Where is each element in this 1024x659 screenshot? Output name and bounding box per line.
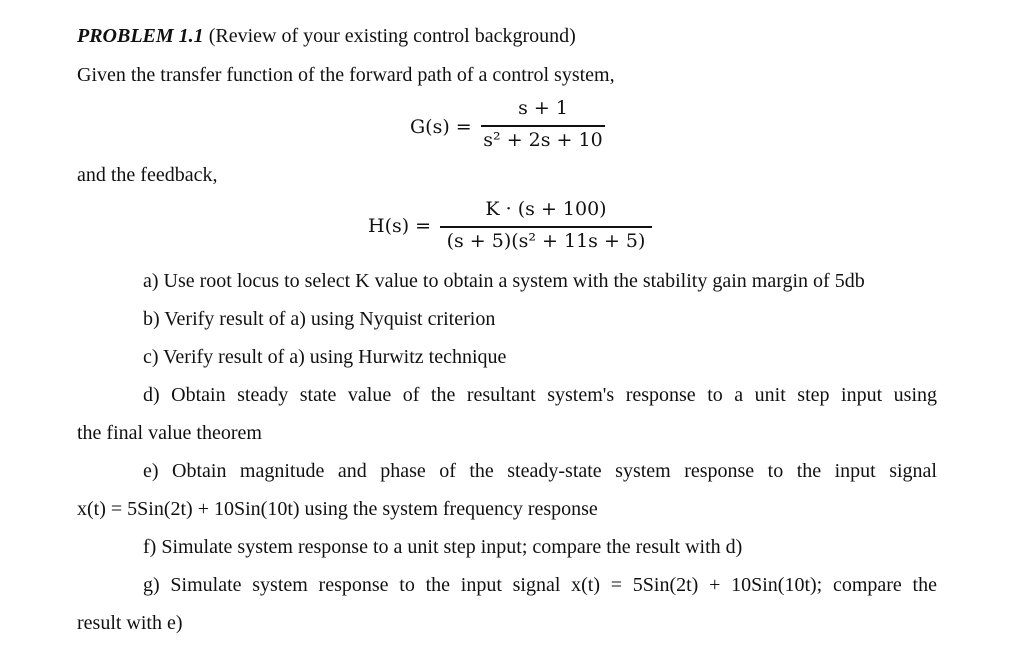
item-d-line1: d) Obtain steady state value of the resultant system's response to a unit step input using [143,384,937,406]
item-c: c) Verify result of a) using Hurwitz technique [143,346,507,368]
item-g-line2: result with e) [77,612,183,634]
h-fraction-bar [440,226,652,228]
g-numerator: s + 1 [518,97,568,119]
item-d-line2: the final value theorem [77,422,262,444]
item-e-line2: x(t) = 5Sin(2t) + 10Sin(10t) using the system frequency response [77,498,598,520]
item-f: f) Simulate system response to a unit step input; compare the result with d) [143,536,743,558]
problem-heading [77,24,576,48]
g-fraction-bar [481,125,605,127]
item-e-line1: e) Obtain magnitude and phase of the steady-state system response to the input signal [143,460,937,482]
problem-label: PROBLEM 1.1 [77,25,204,47]
h-lhs: H(s) = [368,215,432,237]
item-g-line1: g) Simulate system response to the input signal x(t) = 5Sin(2t) + 10Sin(10t); compare the [143,574,937,596]
item-a: a) Use root locus to select K value to obtain a system with the stability gain margin of 5db [143,270,865,292]
item-b: b) Verify result of a) using Nyquist criterion [143,308,496,330]
h-numerator: K · (s + 100) [485,198,607,220]
g-denominator: s² + 2s + 10 [483,129,603,151]
h-denominator: (s + 5)(s² + 11s + 5) [446,230,646,252]
intro-text: Given the transfer function of the forward path of a control system, [77,64,615,86]
feedback-text: and the feedback, [77,164,218,186]
problem-note: (Review of your existing control background) [208,25,576,47]
g-lhs: G(s) = [410,116,472,138]
